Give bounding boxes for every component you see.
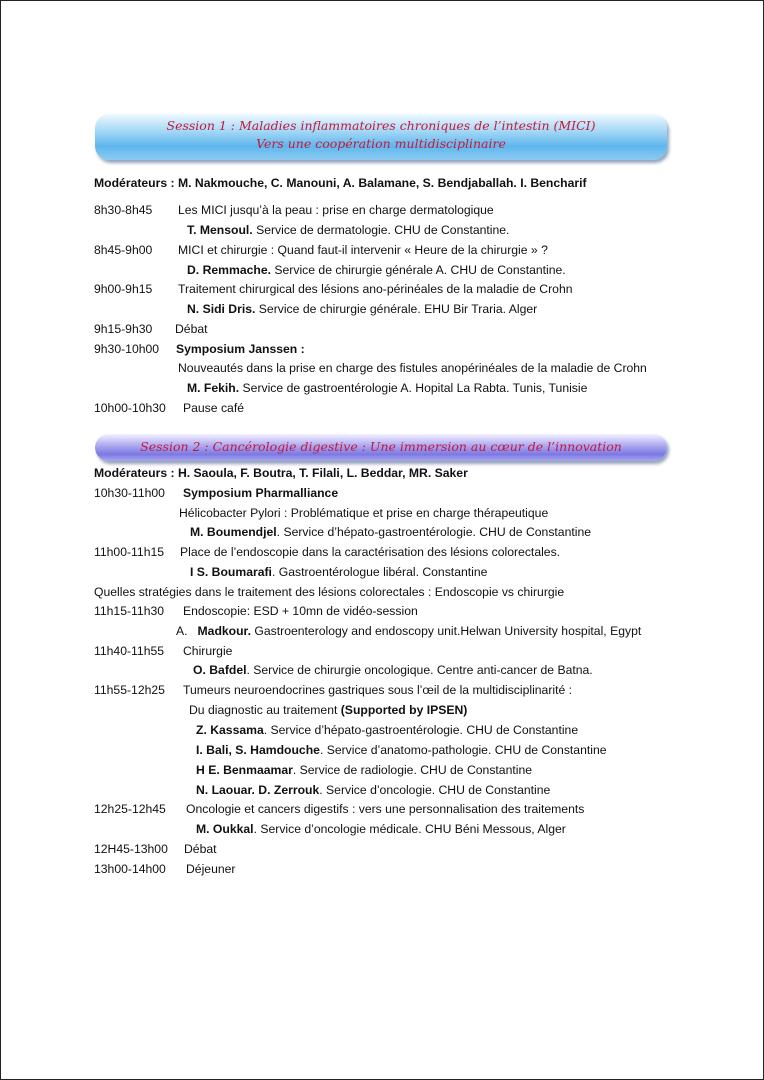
talk-title: Hélicobacter Pylori : Problématique et prise en charge thérapeutique bbox=[179, 506, 549, 520]
speaker-affiliation: . Service d’hépato-gastroentérologie. CHU de Constantine bbox=[263, 723, 579, 737]
speaker-name: M. Boumendjel bbox=[190, 525, 277, 539]
question-heading: Quelles stratégies dans le traitement des lésions colorectales : Endoscopie vs chirurgie bbox=[94, 585, 565, 599]
session1-banner bbox=[95, 114, 667, 160]
session1-title-line1: Session 1 : Maladies inflammatoires chroniques de l’intestin (MICI) bbox=[166, 118, 596, 133]
time-slot: 9h15-9h30 bbox=[94, 322, 153, 336]
speaker-affiliation: . Service de radiologie. CHU de Constantine bbox=[292, 763, 533, 777]
session2-moderators: Modérateurs : H. Saoula, F. Boutra, T. Filali, L. Beddar, MR. Saker bbox=[94, 466, 468, 480]
speaker-affiliation: Gastroenterology and endoscopy unit.Helwan University hospital, Egypt bbox=[251, 624, 642, 638]
talk-title: MICI et chirurgie : Quand faut-il intervenir « Heure de la chirurgie » ? bbox=[178, 243, 548, 257]
speaker-name: N. Sidi Dris. bbox=[187, 302, 256, 316]
talk-title: Nouveautés dans la prise en charge des fistules anopérinéales de la maladie de Crohn bbox=[178, 361, 647, 375]
speaker-name: Madkour. bbox=[197, 624, 252, 638]
time-slot: 9h00-9h15 bbox=[94, 282, 153, 296]
session2-banner bbox=[95, 434, 667, 461]
symposium-title: Symposium Janssen : bbox=[176, 342, 305, 356]
speaker-affiliation: Service de dermatologie. CHU de Constantine. bbox=[252, 223, 510, 237]
speaker-affiliation: Service de gastroentérologie A. Hopital La Rabta. Tunis, Tunisie bbox=[239, 381, 588, 395]
talk-title: Traitement chirurgical des lésions ano-périnéales de la maladie de Crohn bbox=[178, 282, 573, 296]
talk-subtitle-text: Du diagnostic au traitement bbox=[189, 703, 341, 717]
time-slot: 10h30-11h00 bbox=[94, 486, 165, 500]
speaker-affiliation: . Gastroentérologue libéral. Constantine bbox=[271, 565, 488, 579]
speaker-affiliation: . Service d’oncologie médicale. CHU Béni Messous, Alger bbox=[253, 822, 566, 836]
speaker-line bbox=[187, 381, 587, 396]
session2-title: Session 2 : Cancérologie digestive : Une immersion au cœur de l’innovation bbox=[140, 439, 622, 454]
list-marker: A. bbox=[176, 624, 188, 638]
speaker-line bbox=[187, 223, 509, 238]
speaker-affiliation: . Service d’hépato-gastroentérologie. CHU de Constantine bbox=[276, 525, 592, 539]
talk-title: Débat bbox=[175, 322, 208, 336]
time-slot: 13h00-14h00 bbox=[94, 862, 166, 876]
speaker-line bbox=[196, 743, 607, 758]
speaker-line bbox=[190, 525, 591, 540]
speaker-line bbox=[196, 822, 566, 837]
time-slot: 11h15-11h30 bbox=[94, 604, 165, 618]
speaker-line bbox=[176, 624, 641, 639]
speaker-line bbox=[196, 763, 532, 778]
speaker-name: O. Bafdel bbox=[193, 663, 247, 677]
session1-title-line2: Vers une coopération multidisciplinaire bbox=[256, 136, 506, 151]
time-slot: 11h00-11h15 bbox=[94, 545, 165, 559]
talk-title: Débat bbox=[184, 842, 217, 856]
speaker-name: I. Bali, S. Hamdouche bbox=[196, 743, 320, 757]
talk-title: Tumeurs neuroendocrines gastriques sous l’œil de la multidisciplinarité : bbox=[183, 683, 573, 697]
speaker-affiliation: Service de chirurgie générale. EHU Bir Traria. Alger bbox=[255, 302, 538, 316]
speaker-line bbox=[196, 723, 578, 738]
speaker-name: M. Oukkal bbox=[196, 822, 254, 836]
speaker-line bbox=[187, 263, 566, 278]
talk-title: Place de l’endoscopie dans la caractérisation des lésions colorectales. bbox=[180, 545, 561, 559]
speaker-line bbox=[187, 302, 537, 317]
speaker-name: M. Fekih. bbox=[187, 381, 240, 395]
symposium-title: Symposium Pharmalliance bbox=[183, 486, 339, 500]
time-slot: 11h40-11h55 bbox=[94, 644, 165, 658]
time-slot: 8h30-8h45 bbox=[94, 203, 153, 217]
speaker-line bbox=[193, 663, 593, 678]
speaker-name: N. Laouar. D. Zerrouk bbox=[196, 783, 320, 797]
speaker-affiliation: . Service d’oncologie. CHU de Constantine bbox=[319, 783, 551, 797]
speaker-affiliation: . Service de chirurgie oncologique. Centre anti-cancer de Batna. bbox=[246, 663, 593, 677]
session1-moderators: Modérateurs : M. Nakmouche, C. Manouni, A. Balamane, S. Bendjaballah. I. Bencharif bbox=[94, 176, 587, 190]
talk-title: Pause café bbox=[183, 401, 244, 415]
time-slot: 12H45-13h00 bbox=[94, 842, 168, 856]
talk-title: Oncologie et cancers digestifs : vers une personnalisation des traitements bbox=[186, 802, 585, 816]
speaker-name: T. Mensoul. bbox=[187, 223, 253, 237]
speaker-name: H E. Benmaamar bbox=[196, 763, 293, 777]
sponsor-note: (Supported by IPSEN) bbox=[340, 703, 468, 717]
speaker-affiliation: Service de chirurgie générale A. CHU de Constantine. bbox=[271, 263, 566, 277]
time-slot: 12h25-12h45 bbox=[94, 802, 166, 816]
speaker-line bbox=[196, 783, 550, 798]
time-slot: 10h00-10h30 bbox=[94, 401, 166, 415]
time-slot: 9h30-10h00 bbox=[94, 342, 160, 356]
speaker-name: I S. Boumarafi bbox=[190, 565, 272, 579]
speaker-line bbox=[190, 565, 487, 580]
speaker-name: D. Remmache. bbox=[187, 263, 271, 277]
time-slot: 8h45-9h00 bbox=[94, 243, 153, 257]
speaker-name: Z. Kassama bbox=[196, 723, 264, 737]
talk-title: Déjeuner bbox=[186, 862, 236, 876]
time-slot: 11h55-12h25 bbox=[94, 683, 165, 697]
talk-title: Endoscopie: ESD + 10mn de vidéo-session bbox=[183, 604, 418, 618]
talk-title: Chirurgie bbox=[183, 644, 233, 658]
speaker-affiliation: . Service d’anatomo-pathologie. CHU de Constantine bbox=[319, 743, 607, 757]
talk-subtitle bbox=[189, 703, 467, 718]
talk-title: Les MICI jusqu’à la peau : prise en charge dermatologique bbox=[178, 203, 494, 217]
